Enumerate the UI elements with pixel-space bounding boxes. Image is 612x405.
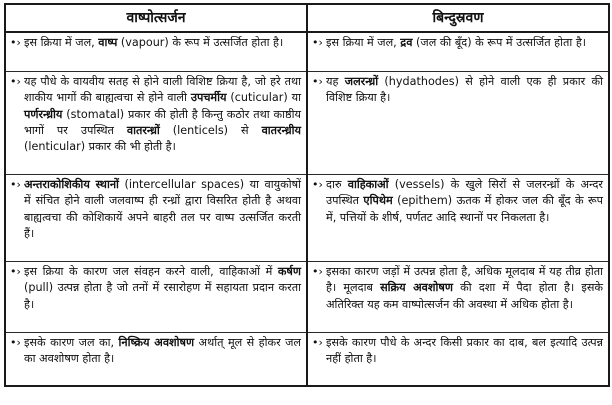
text-run: दारु bbox=[326, 178, 348, 191]
point-text bbox=[24, 35, 301, 51]
text-run: (pull) उत्पन्न होता है जो तनों में रसारोहण में सहायता प्रदान करता है। bbox=[24, 281, 301, 311]
bullet-icon: •› bbox=[312, 336, 323, 349]
comparison-page bbox=[4, 3, 608, 397]
text-run: (जल की बूँद) के रूप में उत्सर्जित होता है। bbox=[412, 36, 586, 49]
point-text bbox=[24, 177, 301, 242]
header-guttation: बिन्दुस्रवण bbox=[307, 4, 609, 32]
bullet-icon: •› bbox=[312, 178, 323, 191]
text-run: अर्थात् मूल से होकर जल का अवशोषण होता है। bbox=[24, 336, 302, 366]
bullet-icon: •› bbox=[312, 265, 323, 278]
text-run: यह bbox=[326, 75, 345, 88]
table-row bbox=[5, 72, 609, 175]
key-term: पर्णरन्ध्रीय bbox=[24, 107, 63, 121]
point-text bbox=[24, 335, 301, 368]
point-text bbox=[326, 74, 603, 107]
key-term: निष्क्रिय अवशोषण bbox=[118, 336, 195, 349]
table-row bbox=[5, 175, 609, 262]
text-run: (epithem) ऊतक में होकर जल की बूँद के रूप में, पत्तियों के शीर्ष, पर्णतट आदि स्थानों पर निकलता है। bbox=[326, 194, 603, 224]
text-run: इस क्रिया में जल, bbox=[326, 36, 401, 49]
cell-guttation bbox=[307, 333, 609, 387]
cell-guttation bbox=[307, 32, 609, 72]
cell-guttation bbox=[307, 72, 609, 175]
text-run: (vessels) के खुले सिरों से जलरन्ध्रों के अन्दर उपस्थित bbox=[326, 178, 604, 208]
text-run: इस क्रिया के कारण जल संवहन करने वाली, वाहिकाओं में bbox=[24, 265, 278, 278]
point-text bbox=[24, 264, 301, 313]
text-run: इसका कारण जड़ों में उत्पन्न होता है, अधिक मूलदाब में यह तीव्र होता है। मूलदाब bbox=[326, 265, 603, 295]
key-term: द्रव bbox=[400, 36, 413, 49]
text-run: (cuticular) या bbox=[226, 91, 301, 105]
bullet-icon: •› bbox=[312, 36, 323, 49]
bullet-icon: •› bbox=[312, 75, 323, 88]
point-text bbox=[326, 264, 603, 313]
text-run: (lenticels) से bbox=[159, 123, 262, 137]
text-run: (lenticular) प्रकार की भी होती है। bbox=[24, 140, 176, 154]
cell-guttation bbox=[307, 175, 609, 262]
key-term: जलरन्ध्रों bbox=[344, 75, 379, 88]
text-run: इस क्रिया में जल, bbox=[24, 36, 99, 49]
bullet-icon: •› bbox=[10, 75, 21, 88]
key-term: एपिथेम bbox=[363, 194, 393, 208]
bullet-icon: •› bbox=[10, 265, 21, 278]
text-run: (vapour) के रूप में उत्सर्जित होता है। bbox=[117, 36, 284, 49]
cell-transpiration bbox=[5, 175, 307, 262]
header-row bbox=[5, 4, 609, 32]
point-text bbox=[326, 35, 603, 51]
text-run: (hydathodes) से होने वाली एक ही प्रकार की विशिष्ट क्रिया है। bbox=[326, 75, 603, 105]
cell-transpiration bbox=[5, 262, 307, 333]
comparison-table bbox=[4, 3, 610, 387]
cell-transpiration bbox=[5, 72, 307, 175]
point-text bbox=[326, 177, 603, 226]
key-term: वाष्प bbox=[98, 36, 118, 49]
text-run: की दशा में पैदा होता है। इसके अतिरिक्त यह कम वाष्पोत्सर्जन की अवस्था में अधिक होता है। bbox=[326, 281, 604, 311]
cell-guttation bbox=[307, 262, 609, 333]
bullet-icon: •› bbox=[10, 336, 21, 349]
key-term: उपचर्मीय bbox=[190, 91, 227, 105]
key-term: वाहिकाओं bbox=[347, 178, 389, 191]
key-term: कर्षण bbox=[277, 265, 301, 278]
cell-transpiration bbox=[5, 32, 307, 72]
text-run: इसके कारण पौधे के अन्दर किसी प्रकार का दाब, बल इत्यादि उत्पन्न नहीं होता है। bbox=[326, 336, 603, 366]
table-row bbox=[5, 32, 609, 72]
cell-transpiration bbox=[5, 333, 307, 387]
key-term: वातरन्ध्रीय bbox=[261, 123, 301, 137]
point-text bbox=[24, 74, 301, 155]
point-text bbox=[326, 335, 603, 368]
key-term: सक्रिय अवशोषण bbox=[380, 281, 453, 295]
bullet-icon: •› bbox=[10, 36, 21, 49]
key-term: अन्तराकोशिकीय स्थानों bbox=[24, 178, 119, 191]
text-run: (stomatal) प्रकार की होती है किन्तु कठोर तथा काष्ठीय भागों पर उपस्थित bbox=[24, 107, 301, 137]
key-term: वातरन्ध्रों bbox=[126, 123, 160, 137]
bullet-icon: •› bbox=[10, 178, 21, 191]
text-run: यह पौधे के वायवीय सतह से होने वाली विशिष्ट क्रिया है, जो हरे तथा शाकीय भागों की बाह्यत्वचा से होने वाली bbox=[24, 75, 301, 105]
header-transpiration: वाष्पोत्सर्जन bbox=[5, 4, 307, 32]
table-row bbox=[5, 262, 609, 333]
text-run: इसके कारण जल का, bbox=[24, 336, 119, 349]
text-run: (intercellular spaces) या वायुकोषों में संचित होने वाली जलवाष्प ही रन्ध्रों द्वारा विसरित होती है अथवा बाह्यत्वचा की कोशिकायें अपने बाहरी तल पर वाष्प उत्सर्जित करती हैं। bbox=[24, 178, 301, 240]
table-row bbox=[5, 333, 609, 387]
